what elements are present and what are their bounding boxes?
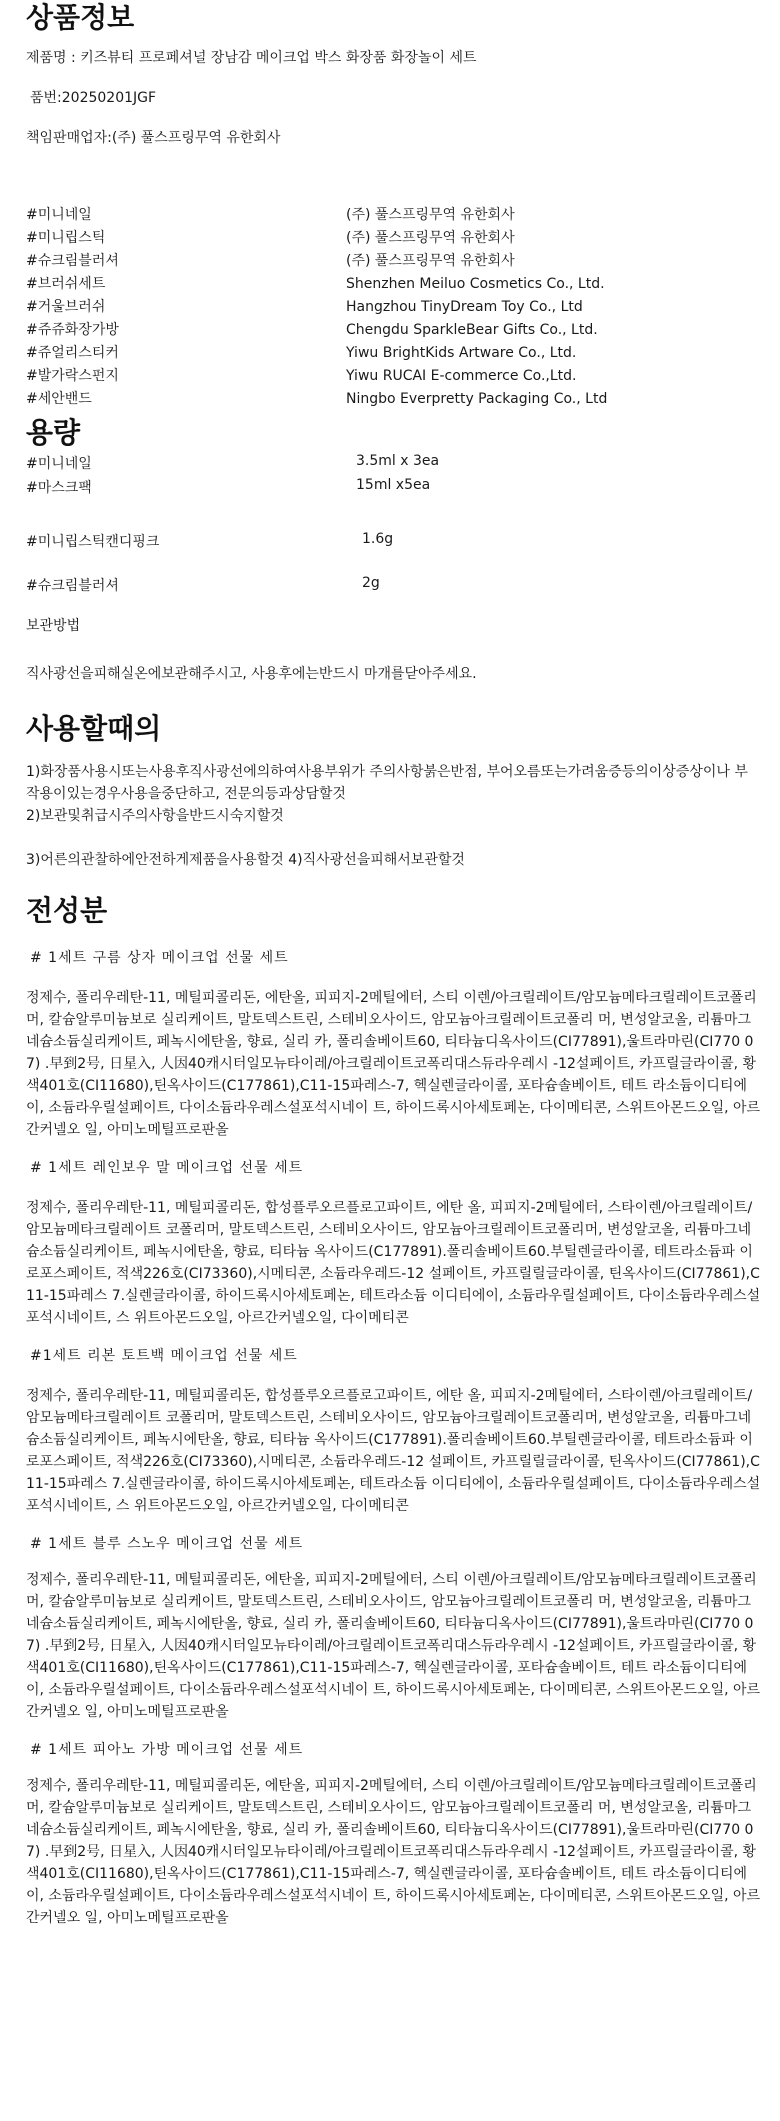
ingredients-title: 전성분 bbox=[26, 894, 108, 927]
item-number: 품번:20250201JGF bbox=[30, 90, 157, 106]
volume-value: 3.5ml x 3ea bbox=[356, 453, 440, 469]
maker-row bbox=[26, 365, 780, 388]
maker-item: #미니립스틱 bbox=[26, 230, 106, 246]
ingredient-set-text: 정제수, 폴리우레탄-11, 메틸피콜리돈, 에탄올, 피피지-2메틸에터, 스티 이렌/아크릴레이트/암모늄메타크릴레이트코폴리머, 칼슘알루미늄보로 실리케이트, 말토덱스트린, 스테비오사이드, 암모늄아크릴레이트코폴리 머, 변성알코올, 리튬마그네슘소듐실리케이트, 페녹시에탄올, 향료, 실리 카, 폴리솔베이트60, 티타늄디옥사이드(CI77891),울트라마린(CI770 07) .早到2号, 日星入, 人因40캐시터일모뉴타이레/아크릴레이트코폭리대스듀라우레시 -12설페이트, 카프릴글라이콜, 황색401호(CI11680),틴옥사이드(C177861),C11-15파레스-7, 헥실렌글라이콜, 포타슘솔베이트, 테트 라소듐이디티에이, 소듐라우릴설페이트, 다이소듐라우레스설포석시네이 트, 하이드록시아세토페논, 다이메티콘, 스위트아몬드오일, 아르간커넬오 일, 아미노메틸프로판올 bbox=[26, 1572, 761, 1720]
maker-table bbox=[26, 204, 780, 411]
volume-table bbox=[26, 453, 780, 615]
volume-row bbox=[26, 531, 780, 575]
ingredient-set-heading: # 1세트 레인보우 말 메이크업 선물 세트 bbox=[30, 1160, 304, 1176]
volume-item: #슈크림블러셔 bbox=[26, 578, 119, 594]
maker-row bbox=[26, 388, 780, 411]
volume-item: #마스크팩 bbox=[26, 480, 92, 496]
product-name: 제품명 : 키즈뷰티 프로페셔널 장남감 메이크업 박스 화장품 화장놀이 세트 bbox=[26, 50, 477, 66]
maker-company: Yiwu RUCAI E-commerce Co.,Ltd. bbox=[346, 368, 577, 384]
volume-item: #미니립스틱캔디핑크 bbox=[26, 534, 160, 550]
maker-company: Shenzhen Meiluo Cosmetics Co., Ltd. bbox=[346, 276, 605, 292]
volume-value: 2g bbox=[362, 575, 380, 591]
maker-item: #발가락스펀지 bbox=[26, 368, 119, 384]
maker-row bbox=[26, 342, 780, 365]
volume-row bbox=[26, 575, 780, 615]
maker-company: Ningbo Everpretty Packaging Co., Ltd bbox=[346, 391, 608, 407]
volume-value: 1.6g bbox=[362, 531, 394, 547]
ingredient-set-text: 정제수, 폴리우레탄-11, 메틸피콜리돈, 합성플루오르플로고파이트, 에탄 올, 피피지-2메틸에터, 스타이렌/아크릴레이트/암모늄메타크릴레이트 코폴리머, 말토덱스트린, 스테비오사이드, 암모늄아크릴레이트코폴리머, 변성알코올, 리튬마그네슘소듐실리케이트, 페녹시에탄올, 향료, 티타늄 옥사이드(C177891).폴리솔베이트60.부틸렌글라이콜, 테트라소듐파 이로포스페이트, 적색226호(CI73360),시메티콘, 소듐라우레드-12 설페이트, 카프릴릴글라이콜, 틴옥사이드(CI77861),C11-15파레스 7.실렌글라이콜, 하이드록시아세토페논, 테트라소듐 이디티에이, 소듐라우릴설페이트, 다이소듐라우레스설포석시네이트, 스 위트아몬드오일, 아르간커넬오일, 다이메티콘 bbox=[26, 1200, 761, 1326]
ingredient-set-heading: #1세트 리본 토트백 메이크업 선물 세트 bbox=[30, 1348, 298, 1364]
maker-row bbox=[26, 204, 780, 227]
product-meta bbox=[26, 48, 780, 148]
volume-value: 15ml x5ea bbox=[356, 477, 431, 493]
ingredient-set-text: 정제수, 폴리우레탄-11, 메틸피콜리돈, 에탄올, 피피지-2메틸에터, 스티 이렌/아크릴레이트/암모늄메타크릴레이트코폴리머, 칼슘알루미늄보로 실리케이트, 말토덱스트린, 스테비오사이드, 암모늄아크릴레이트코폴리 머, 변성알코올, 리튬마그네슘소듐실리케이트, 페녹시에탄올, 향료, 실리 카, 폴리솔베이트60, 티타늄디옥사이드(CI77891),울트라마린(CI770 07) .早到2号, 日星入, 人因40캐시터일모뉴타이레/아크릴레이트코폭리대스듀라우레시 -12설페이트, 카프릴글라이콜, 황색401호(CI11680),틴옥사이드(C177861),C11-15파레스-7, 헥실렌글라이콜, 포타슘솔베이트, 테트 라소듐이디티에이, 소듐라우릴설페이트, 다이소듐라우레스설포석시네이 트, 하이드록시아세토페논, 다이메티콘, 스위트아몬드오일, 아르간커넬오 일, 아미노메틸프로판올 bbox=[26, 1778, 761, 1926]
usage-caution-3: 3)어른의관찰하에안전하게제품을사용할것 4)직사광선을피해서보관할것 bbox=[26, 852, 465, 868]
maker-row bbox=[26, 296, 780, 319]
volume-title: 용량 bbox=[26, 416, 81, 449]
ingredient-set-text: 정제수, 폴리우레탄-11, 메틸피콜리돈, 합성플루오르플로고파이트, 에탄 올, 피피지-2메틸에터, 스타이렌/아크릴레이트/암모늄메타크릴레이트 코폴리머, 말토덱스트린, 스테비오사이드, 암모늄아크릴레이트코폴리머, 변성알코올, 리튬마그네슘소듐실리케이트, 페녹시에탄올, 향료, 티타늄 옥사이드(C177891).폴리솔베이트60.부틸렌글라이콜, 테트라소듐파 이로포스페이트, 적색226호(CI73360),시메티콘, 소듐라우레드-12 설페이트, 카프릴릴글라이콜, 틴옥사이드(CI77861),C11-15파레스 7.실렌글라이콜, 하이드록시아세토페논, 테트라소듐 이디티에이, 소듐라우릴설페이트, 다이소듐라우레스설포석시네이트, 스 위트아몬드오일, 아르간커넬오일, 다이메티콘 bbox=[26, 1388, 761, 1514]
maker-item: #세안밴드 bbox=[26, 391, 92, 407]
maker-company: Yiwu BrightKids Artware Co., Ltd. bbox=[346, 345, 577, 361]
maker-row bbox=[26, 250, 780, 273]
maker-item: #쥬얼리스티커 bbox=[26, 345, 119, 361]
maker-company: Hangzhou TinyDream Toy Co., Ltd bbox=[346, 299, 583, 315]
storage-label: 보관방법 bbox=[26, 618, 81, 634]
storage-text: 직사광선을피해실온에보관해주시고, 사용후에는반드시 마개를닫아주세요. bbox=[26, 666, 477, 682]
ingredient-set-heading: # 1세트 피아노 가방 메이크업 선물 세트 bbox=[30, 1742, 304, 1758]
maker-company: (주) 풀스프링무역 유한회사 bbox=[346, 253, 515, 269]
maker-company: (주) 풀스프링무역 유한회사 bbox=[346, 207, 515, 223]
ingredient-set-text: 정제수, 폴리우레탄-11, 메틸피콜리돈, 에탄올, 피피지-2메틸에터, 스티 이렌/아크릴레이트/암모늄메타크릴레이트코폴리머, 칼슘알루미늄보로 실리케이트, 말토덱스트린, 스테비오사이드, 암모늄아크릴레이트코폴리 머, 변성알코올, 리튬마그네슘소듐실리케이트, 페녹시에탄올, 향료, 실리 카, 폴리솔베이트60, 티타늄디옥사이드(CI77891),울트라마린(CI770 07) .早到2号, 日星入, 人因40캐시터일모뉴타이레/아크릴레이트코폭리대스듀라우레시 -12설페이트, 카프릴글라이콜, 황색401호(CI11680),틴옥사이드(C177861),C11-15파레스-7, 헥실렌글라이콜, 포타슘솔베이트, 테트 라소듐이디티에이, 소듐라우릴설페이트, 다이소듐라우레스설포석시네이 트, 하이드록시아세토페논, 다이메티콘, 스위트아몬드오일, 아르간커넬오 일, 아미노메틸프로판올 bbox=[26, 990, 761, 1138]
ingredient-set-heading: # 1세트 구름 상자 메이크업 선물 세트 bbox=[30, 950, 289, 966]
product-info-title: 상품정보 bbox=[26, 1, 135, 34]
volume-item: #미니네일 bbox=[26, 456, 92, 472]
maker-item: #슈크림블러셔 bbox=[26, 253, 119, 269]
maker-row bbox=[26, 319, 780, 342]
maker-item: #쥬쥬화장가방 bbox=[26, 322, 119, 338]
maker-row bbox=[26, 273, 780, 296]
maker-item: #브러쉬세트 bbox=[26, 276, 106, 292]
ingredient-set-heading: # 1세트 블루 스노우 메이크업 선물 세트 bbox=[30, 1536, 304, 1552]
maker-company: (주) 풀스프링무역 유한회사 bbox=[346, 230, 515, 246]
volume-row bbox=[26, 453, 780, 477]
maker-row bbox=[26, 227, 780, 250]
usage-caution-1: 1)화장품사용시또는사용후직사광선에의하여사용부위가 주의사항붉은반점, 부어오름또는가려움증등의이상증상이나 부작용이있는경우사용을중단하고, 전문의등과상담할것 bbox=[26, 764, 748, 802]
maker-item: #거울브러쉬 bbox=[26, 299, 106, 315]
volume-row bbox=[26, 477, 780, 517]
maker-item: #미니네일 bbox=[26, 207, 92, 223]
maker-company: Chengdu SparkleBear Gifts Co., Ltd. bbox=[346, 322, 598, 338]
usage-title: 사용할때의 bbox=[26, 712, 162, 745]
responsible-seller: 책임판매업자:(주) 풀스프링무역 유한회사 bbox=[26, 130, 281, 146]
usage-caution-2: 2)보관및취급시주의사항을반드시숙지할것 bbox=[26, 808, 284, 824]
